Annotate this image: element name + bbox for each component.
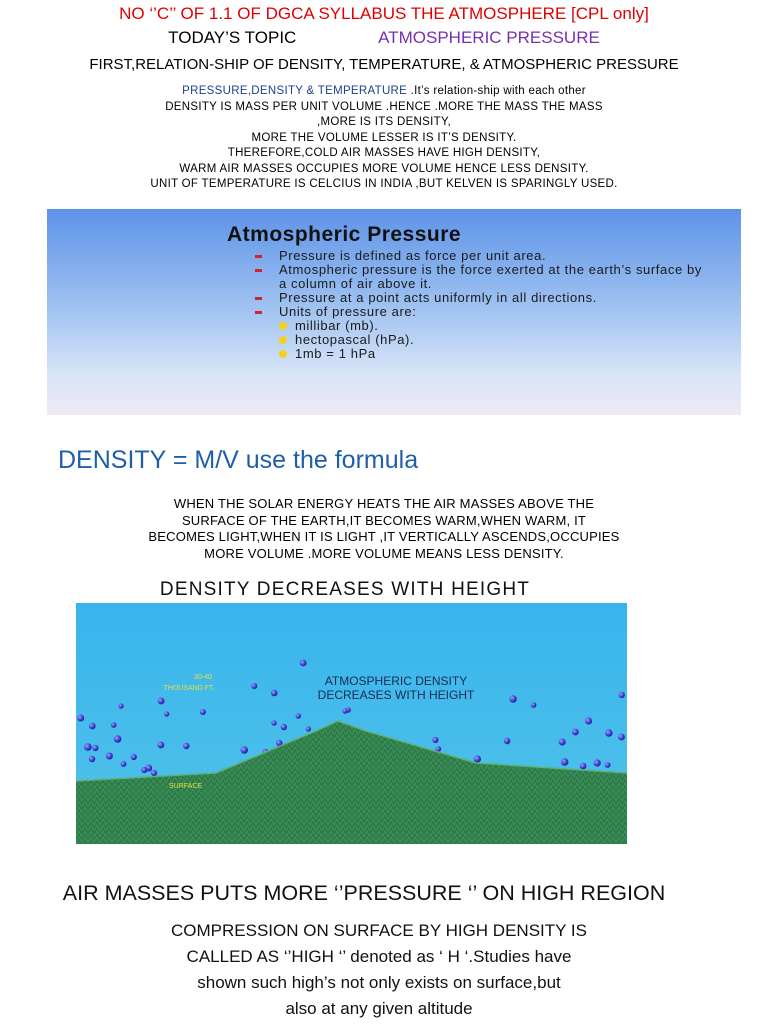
air-molecule xyxy=(77,715,84,722)
air-molecule xyxy=(89,723,96,730)
solar-line: MORE VOLUME .MORE VOLUME MEANS LESS DENSITY. xyxy=(204,545,564,561)
slide-bullet-text: Pressure at a point acts uniformly in all directions. xyxy=(279,290,597,305)
intro-line: ,MORE IS ITS DENSITY, xyxy=(317,116,451,128)
slide-sub-bullet-text: 1mb = 1 hPa xyxy=(295,346,376,361)
altitude-label-1: 30-40 xyxy=(194,674,212,681)
topic-line xyxy=(0,28,768,48)
density-label-2: DECREASES WITH HEIGHT xyxy=(317,688,475,702)
air-molecule xyxy=(572,729,579,736)
air-molecule xyxy=(296,713,301,718)
intro-line: DENSITY IS MASS PER UNIT VOLUME .HENCE .MORE THE MASS THE MASS xyxy=(165,100,603,113)
slide-bullet xyxy=(255,249,705,263)
air-molecule xyxy=(151,770,157,776)
air-molecule xyxy=(559,739,566,746)
air-molecule xyxy=(561,758,568,765)
intro-line: UNIT OF TEMPERATURE IS CELCIUS IN INDIA ,BUT KELVEN IS SPARINGLY USED. xyxy=(150,178,618,190)
density-intro-paragraph xyxy=(0,84,768,193)
air-molecule xyxy=(114,735,122,743)
slide-title: Atmospheric Pressure xyxy=(227,223,462,246)
slide-sub-bullet-text: hectopascal (hPa). xyxy=(295,332,415,347)
air-molecule xyxy=(141,767,147,773)
air-molecule xyxy=(281,724,287,730)
air-molecule xyxy=(271,690,278,697)
slide-bullet-text: Atmospheric pressure is the force exerted at the earth’s surface by a column of air above it. xyxy=(279,262,702,291)
air-molecule xyxy=(158,742,165,749)
altitude-label-2: THOUSAND FT. xyxy=(163,685,215,692)
slide-sub-bullet xyxy=(255,319,705,333)
high-line: COMPRESSION ON SURFACE BY HIGH DENSITY IS xyxy=(171,921,587,940)
slide-sub-bullet-text: millibar (mb). xyxy=(295,318,379,333)
red-dash-icon xyxy=(255,297,262,300)
air-molecule xyxy=(119,703,124,708)
air-molecule xyxy=(89,756,95,762)
high-pressure-heading: AIR MASSES PUTS MORE ‘’PRESSURE ‘’ ON HIGH REGION xyxy=(62,881,666,905)
air-molecule xyxy=(504,738,510,744)
high-line: also at any given altitude xyxy=(285,999,473,1018)
density-label-1: ATMOSPHERIC DENSITY xyxy=(324,674,468,688)
slide-bullet xyxy=(255,263,705,291)
intro-line: MORE THE VOLUME LESSER IS IT’S DENSITY. xyxy=(251,131,517,144)
yellow-dot-icon xyxy=(279,336,287,344)
intro-line: THEREFORE,COLD AIR MASSES HAVE HIGH DENSITY, xyxy=(227,147,541,159)
atmospheric-pressure-slide xyxy=(47,209,741,415)
slide-sub-bullet xyxy=(255,347,705,361)
red-dash-icon xyxy=(255,269,262,272)
slide-bullet-text: Pressure is defined as force per unit area. xyxy=(279,248,547,263)
density-height-svg xyxy=(76,603,627,844)
air-molecule xyxy=(618,734,625,741)
figure-caption: DENSITY DECREASES WITH HEIGHT xyxy=(159,579,531,600)
slide-bullet-text: Units of pressure are: xyxy=(279,304,417,319)
air-molecule xyxy=(200,709,206,715)
red-dash-icon xyxy=(255,311,262,314)
air-molecule xyxy=(585,718,592,725)
air-molecule xyxy=(594,759,601,766)
intro-line: WARM AIR MASSES OCCUPIES MORE VOLUME HENCE LESS DENSITY. xyxy=(179,162,589,175)
slide-bullet xyxy=(255,305,705,319)
slide-bullet xyxy=(255,291,705,305)
surface-label: SURFACE xyxy=(169,783,203,790)
red-dash-icon xyxy=(255,255,262,258)
air-molecule xyxy=(111,722,117,728)
air-molecule xyxy=(580,763,587,770)
slide-sub-bullet xyxy=(255,333,705,347)
air-molecule xyxy=(306,726,311,731)
intro-lead: PRESSURE,DENSITY & TEMPERATURE xyxy=(182,85,408,97)
topic-value: ATMOSPHERIC PRESSURE xyxy=(378,28,600,47)
air-molecule xyxy=(183,743,189,749)
syllabus-header: NO ‘’C’’ OF 1.1 OF DGCA SYLLABUS THE ATMOSPHERE [CPL only] xyxy=(119,4,649,23)
air-molecule xyxy=(271,720,276,725)
air-molecule xyxy=(474,755,481,762)
slide-bullet-list xyxy=(255,249,705,361)
high-line: CALLED AS ‘’HIGH ‘’ denoted as ‘ H ‘.Studies have xyxy=(186,947,572,966)
high-line: shown such high’s not only exists on surface,but xyxy=(197,973,561,992)
air-molecule xyxy=(619,692,625,698)
topic-label: TODAY’S TOPIC xyxy=(168,28,297,47)
air-molecule xyxy=(531,702,537,708)
air-molecule xyxy=(106,753,113,760)
solar-line: SURFACE OF THE EARTH,IT BECOMES WARM,WHEN WARM, IT xyxy=(181,512,587,528)
intro-lead-rest: .It’s relation-ship with each other xyxy=(407,85,586,97)
air-molecule xyxy=(251,683,257,689)
air-molecule xyxy=(342,708,347,713)
high-explanation-paragraph xyxy=(0,918,758,1022)
solar-line: BECOMES LIGHT,WHEN IT IS LIGHT ,IT VERTICALLY ASCENDS,OCCUPIES xyxy=(148,529,620,544)
air-molecule xyxy=(131,754,137,760)
density-height-illustration xyxy=(76,603,627,844)
air-molecule xyxy=(92,745,98,751)
air-molecule xyxy=(121,761,127,767)
solar-line: WHEN THE SOLAR ENERGY HEATS THE AIR MASSES ABOVE THE xyxy=(173,496,595,511)
air-molecule xyxy=(605,762,611,768)
air-molecule xyxy=(158,698,165,705)
air-molecule xyxy=(509,695,516,702)
relationship-subtitle: FIRST,RELATION-SHIP OF DENSITY, TEMPERATURE, & ATMOSPHERIC PRESSURE xyxy=(89,56,679,73)
intro-lead-line xyxy=(0,84,768,100)
yellow-dot-icon xyxy=(279,350,287,358)
air-molecule xyxy=(432,737,438,743)
density-formula: DENSITY = M/V use the formula xyxy=(58,446,419,474)
air-molecule xyxy=(241,746,248,753)
air-molecule xyxy=(164,711,169,716)
air-molecule xyxy=(300,660,307,667)
yellow-dot-icon xyxy=(279,322,287,330)
air-molecule xyxy=(84,743,92,751)
solar-heating-paragraph xyxy=(0,496,768,562)
air-molecule xyxy=(605,729,612,736)
